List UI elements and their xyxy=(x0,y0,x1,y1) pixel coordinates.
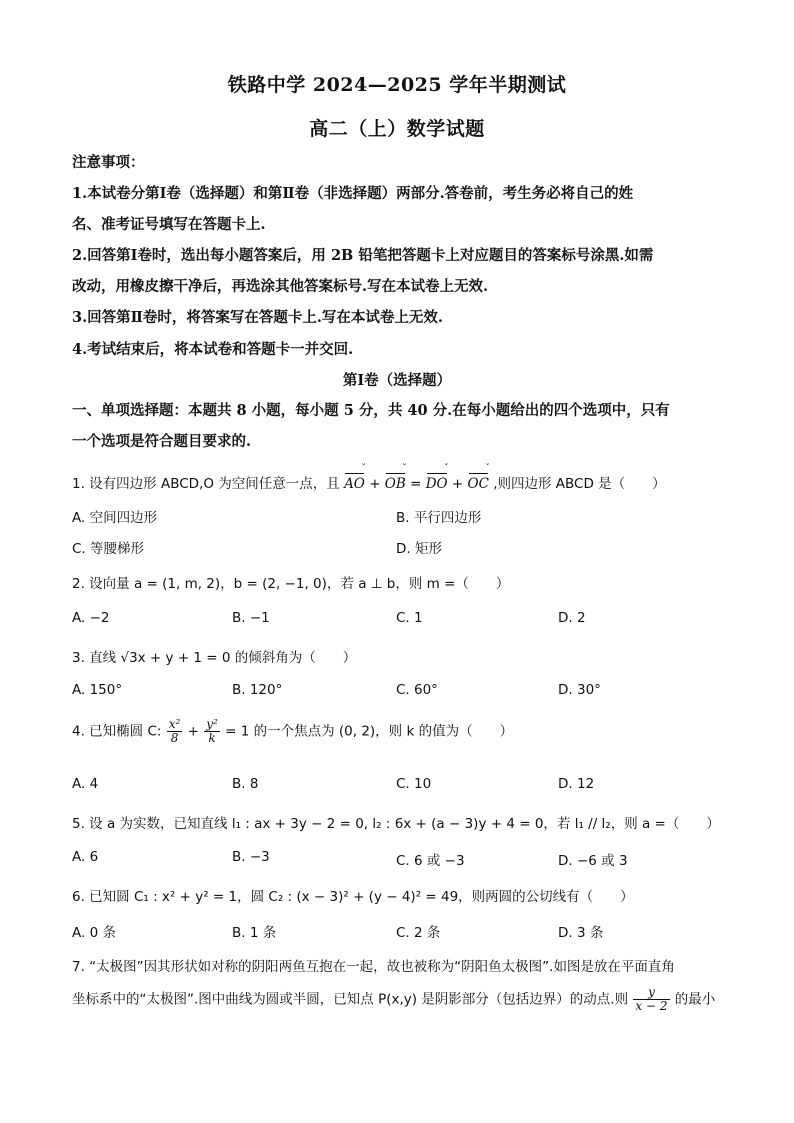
notice-item-1-line-1: 1.本试卷分第Ⅰ卷（选择题）和第Ⅱ卷（非选择题）两部分.答卷前，考生务必将自己的姓 xyxy=(72,185,634,202)
q5-option-b: B. −3 xyxy=(232,849,270,865)
question-7-line-2-prefix: 坐标系中的“太极图”.图中曲线为圆或半圆，已知点 P(x,y) 是阴影部分（包括边界）的动点.则 xyxy=(72,991,629,1008)
q2-option-a: A. −2 xyxy=(72,610,110,626)
fraction-y2-over-k xyxy=(204,718,220,745)
equals-sign: = xyxy=(410,476,422,492)
exam-title: 铁路中学 2024—2025 学年半期测试 xyxy=(227,74,567,96)
question-3: 3. 直线 √3x + y + 1 = 0 的倾斜角为（ ） xyxy=(72,650,357,666)
notice-heading: 注意事项： xyxy=(72,154,145,171)
fraction-denominator: 8 xyxy=(170,731,179,745)
q1-option-c: C. 等腰梯形 xyxy=(72,541,145,557)
q6-option-c: C. 2 条 xyxy=(396,925,441,941)
question-2: 2. 设向量 a = (1, m, 2)，b = (2, −1, 0)，若 a ⊥ b，则 m =（ ） xyxy=(72,576,510,592)
q2-option-c: C. 1 xyxy=(396,610,423,626)
q2-option-d: D. 2 xyxy=(558,610,586,626)
question-1-suffix: ,则四边形 ABCD 是（ ） xyxy=(493,476,666,492)
question-7-line-2 xyxy=(72,986,715,1013)
fraction-x2-over-8 xyxy=(167,718,183,745)
question-1-prefix: 1. 设有四边形 ABCD,O 为空间任意一点，且 xyxy=(72,476,340,492)
q3-option-c: C. 60° xyxy=(396,682,438,698)
question-6: 6. 已知圆 C₁ : x² + y² = 1，圆 C₂ : (x − 3)² + (y − 4)² = 49，则两圆的公切线有（ ） xyxy=(72,889,634,905)
question-1 xyxy=(72,472,666,492)
section-intro-line-2: 一个选项是符合题目要求的. xyxy=(72,433,252,450)
q5-option-d: D. −6 或 3 xyxy=(558,853,628,869)
q5-option-c: C. 6 或 −3 xyxy=(396,853,465,869)
q1-option-d: D. 矩形 xyxy=(396,541,442,557)
plus-sign: + xyxy=(369,476,381,492)
fraction-numerator: y² xyxy=(206,717,218,731)
question-7-line-2-suffix: 的最小 xyxy=(674,991,716,1008)
exam-subtitle: 高二（上）数学试题 xyxy=(309,118,485,140)
q1-option-a: A. 空间四边形 xyxy=(72,510,158,526)
q6-option-b: B. 1 条 xyxy=(232,925,277,941)
vector-ob: OB ˇ xyxy=(385,476,406,492)
section-intro-line-1: 一、单项选择题：本题共 8 小题，每小题 5 分，共 40 分.在每小题给出的四个选项中，只有 xyxy=(72,402,670,419)
fraction-denominator: k xyxy=(208,731,216,745)
q3-option-a: A. 150° xyxy=(72,682,123,698)
question-7-line-1: 7. “太极图”因其形状如对称的阴阳两鱼互抱在一起，故也被称为“阴阳鱼太极图”.如图是放在平面直角 xyxy=(72,959,675,975)
q3-option-b: B. 120° xyxy=(232,682,283,698)
q4-option-d: D. 12 xyxy=(558,776,595,792)
q4-option-b: B. 8 xyxy=(232,776,259,792)
vector-do: DO ˇ xyxy=(426,476,448,492)
q3-option-d: D. 30° xyxy=(558,682,601,698)
notice-item-2-line-2: 改动，用橡皮擦干净后，再选涂其他答案标号.写在本试卷上无效. xyxy=(72,278,489,295)
q4-option-c: C. 10 xyxy=(396,776,432,792)
vector-ao: AO ˇ xyxy=(344,476,365,492)
question-4-suffix: = 1 的一个焦点为 (0, 2)，则 k 的值为（ ） xyxy=(225,723,514,740)
question-4 xyxy=(72,718,513,745)
q6-option-a: A. 0 条 xyxy=(72,925,116,941)
question-4-prefix: 4. 已知椭圆 C: xyxy=(72,723,162,740)
fraction-numerator: y xyxy=(633,986,669,1000)
section-title: 第Ⅰ卷（选择题） xyxy=(342,372,452,389)
fraction-denominator: x − 2 xyxy=(635,999,668,1013)
plus-sign: + xyxy=(187,723,199,740)
fraction-numerator: x² xyxy=(168,717,181,731)
notice-item-4: 4.考试结束后，将本试卷和答题卡一并交回. xyxy=(72,341,354,358)
q1-option-b: B. 平行四边形 xyxy=(396,510,482,526)
plus-sign: + xyxy=(451,476,464,492)
q2-option-b: B. −1 xyxy=(232,610,270,626)
question-5: 5. 设 a 为实数，已知直线 l₁ : ax + 3y − 2 = 0, l₂ : 6x + (a − 3)y + 4 = 0，若 l₁ // l₂，则 a =（ ） xyxy=(72,816,720,832)
vector-oc: OC ˇ xyxy=(468,476,489,492)
q5-option-a: A. 6 xyxy=(72,849,99,865)
fraction-y-over-x-minus-2 xyxy=(633,986,669,1013)
q6-option-d: D. 3 条 xyxy=(558,925,604,941)
notice-item-1-line-2: 名、准考证号填写在答题卡上. xyxy=(72,216,266,233)
q4-option-a: A. 4 xyxy=(72,776,99,792)
notice-item-3: 3.回答第Ⅱ卷时，将答案写在答题卡上.写在本试卷上无效. xyxy=(72,309,443,326)
notice-item-2-line-1: 2.回答第Ⅰ卷时，选出每小题答案后，用 2B 铅笔把答题卡上对应题目的答案标号涂黑.如需 xyxy=(72,247,654,264)
